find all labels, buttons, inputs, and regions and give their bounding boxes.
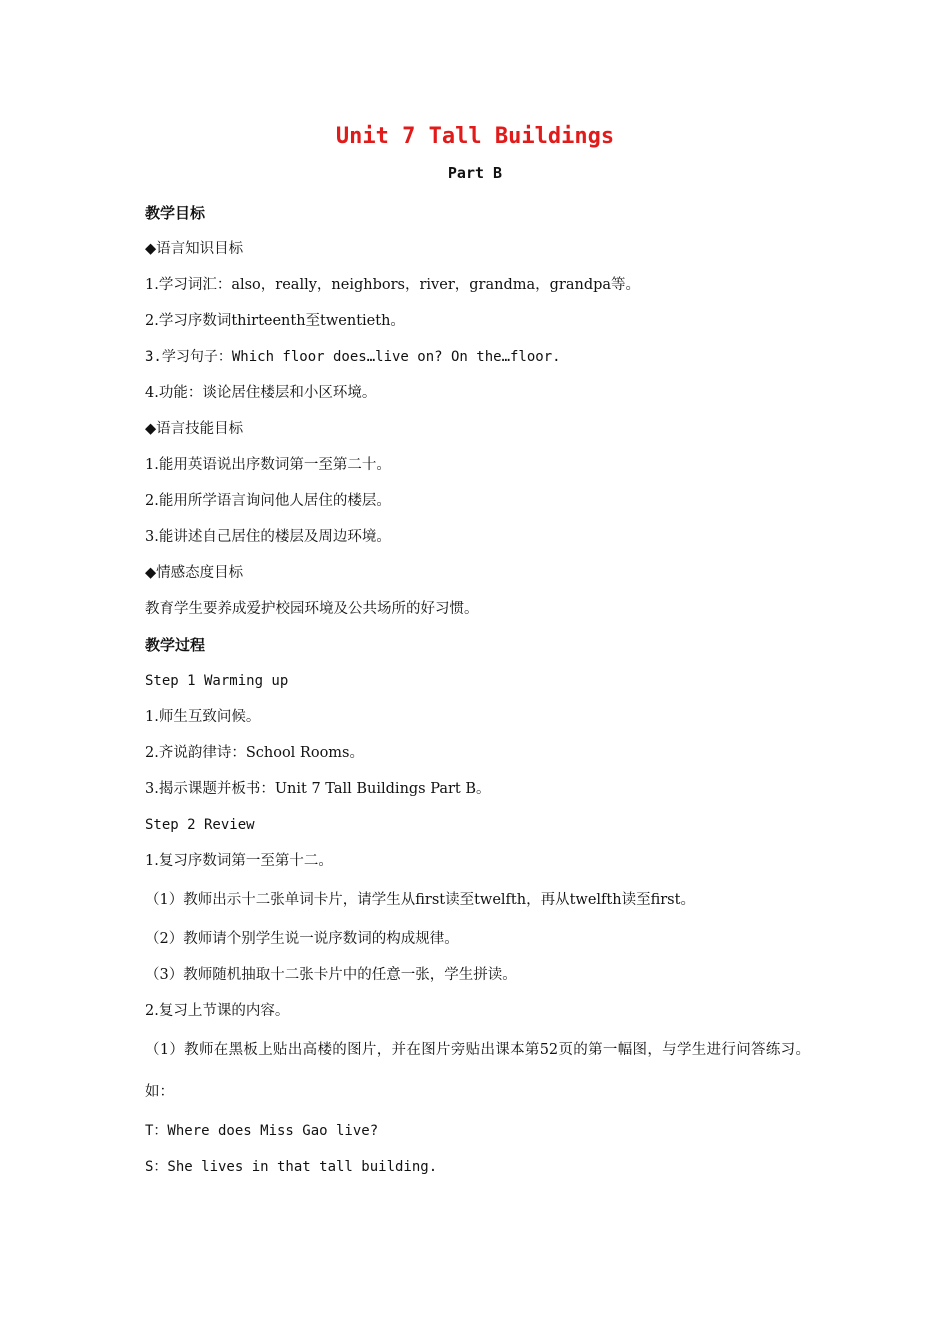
paragraph-line: 3.揭示课题并板书：Unit 7 Tall Buildings Part B。 bbox=[145, 781, 491, 797]
paragraph-line: 1.学习词汇：also，really，neighbors，river，grandma，grandpa等。 bbox=[145, 277, 641, 293]
paragraph-line: 4.功能：谈论居住楼层和小区环境。 bbox=[145, 385, 377, 401]
section-heading-process: 教学过程 bbox=[145, 636, 206, 654]
paragraph-line: 1.复习序数词第一至第十二。 bbox=[145, 853, 333, 869]
paragraph-line: 2.学习序数词thirteenth至twentieth。 bbox=[145, 313, 405, 329]
step-heading: Step 1 Warming up bbox=[145, 673, 289, 689]
paragraph-line: 3.学习句子：Which floor does…live on? On the…floor. bbox=[145, 349, 561, 365]
paragraph-line: 1.师生互致问候。 bbox=[145, 709, 261, 725]
paragraph-line: （3）教师随机抽取十二张卡片中的任意一张，学生拼读。 bbox=[145, 967, 517, 983]
paragraph-line: 1.能用英语说出序数词第一至第二十。 bbox=[145, 457, 391, 473]
section-heading-objectives: 教学目标 bbox=[145, 204, 206, 222]
paragraph-wrapped: （1）教师出示十二张单词卡片，请学生从first读至twelfth，再从twelfth读至first。 bbox=[145, 892, 695, 908]
paragraph-line: 3.能讲述自己居住的楼层及周边环境。 bbox=[145, 529, 391, 545]
dialogue-line: T：Where does Miss Gao live? bbox=[145, 1123, 379, 1139]
dialogue-line: S：She lives in that tall building. bbox=[145, 1159, 438, 1175]
paragraph-line: （2）教师请个别学生说一说序数词的构成规律。 bbox=[145, 931, 459, 947]
step-heading: Step 2 Review bbox=[145, 817, 255, 833]
subheading-knowledge: ◆语言知识目标 bbox=[145, 241, 244, 257]
subheading-skills: ◆语言技能目标 bbox=[145, 421, 244, 437]
paragraph-line: 教育学生要养成爱护校园环境及公共场所的好习惯。 bbox=[145, 601, 479, 617]
paragraph-wrapped: （1）教师在黑板上贴出高楼的图片，并在图片旁贴出课本第52页的第一幅图，与学生进行问答练习。如： bbox=[145, 1042, 810, 1100]
paragraph-line: 2.齐说韵律诗：School Rooms。 bbox=[145, 745, 365, 761]
document-subtitle: Part B bbox=[447, 164, 503, 182]
document-title: Unit 7 Tall Buildings bbox=[335, 124, 615, 149]
paragraph-line: 2.能用所学语言询问他人居住的楼层。 bbox=[145, 493, 391, 509]
paragraph-line: 2.复习上节课的内容。 bbox=[145, 1003, 290, 1019]
subheading-attitude: ◆情感态度目标 bbox=[145, 565, 244, 581]
document-body bbox=[145, 195, 810, 1185]
